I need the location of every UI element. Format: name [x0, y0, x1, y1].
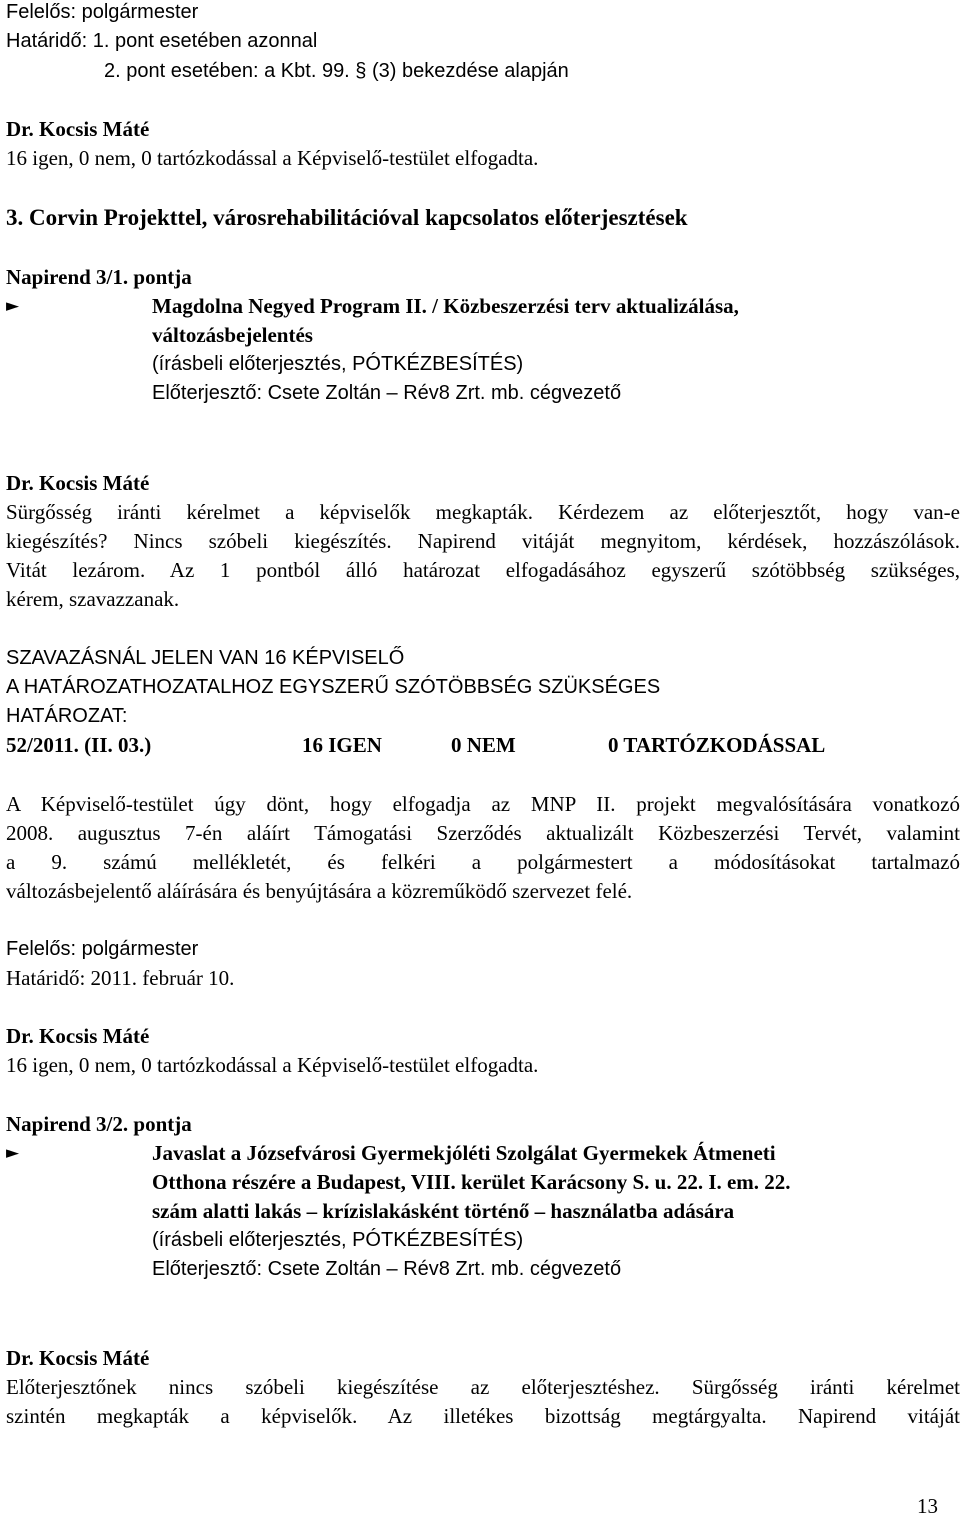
page-number: 13: [917, 1494, 938, 1518]
majority-required: A HATÁROZATHOZATALHOZ EGYSZERŰ SZÓTÖBBSÉG SZÜKSÉGES: [6, 676, 661, 698]
speech-text: kérem, szavazzanak.: [6, 587, 180, 611]
arrow-icon: ►: [6, 1143, 20, 1163]
decision-text: változásbejelentő aláírására és benyújtására a közreműködő szervezet felé.: [6, 879, 633, 903]
agenda-item-title: változásbejelentés: [152, 323, 313, 347]
submission-type: (írásbeli előterjesztés, PÓTKÉZBESÍTÉS): [152, 1229, 524, 1251]
vote-result: 16 igen, 0 nem, 0 tartózkodással a Képviselő-testület elfogadta.: [6, 146, 539, 170]
agenda-item-title: Otthona részére a Budapest, VIII. kerület Karácsony S. u. 22. I. em. 22.: [152, 1170, 791, 1194]
speech-text: kiegészítés? Nincs szóbeli kiegészítés. Napirend vitáját megnyitom, kérdések, hozzászólások.: [6, 529, 960, 553]
agenda-item-title: szám alatti lakás – krízislakásként történő – használatba adására: [152, 1199, 735, 1223]
vote-abstain: 0 TARTÓZKODÁSSAL: [608, 733, 826, 757]
deadline-line: Határidő: 1. pont esetében azonnal: [6, 30, 318, 52]
agenda-item-label: Napirend 3/1. pontja: [6, 265, 192, 289]
vote-result: 16 igen, 0 nem, 0 tartózkodással a Képviselő-testület elfogadta.: [6, 1053, 539, 1077]
decision-text: a 9. számú mellékletét, és felkéri a polgármestert a módosításokat tartalmazó: [6, 850, 960, 874]
decision-text: 2008. augusztus 7-én aláírt Támogatási Szerződés aktualizált Közbeszerzési Tervét, valamint: [6, 821, 960, 845]
speech-text: szintén megkapták a képviselők. Az illetékes bizottság megtárgyalta. Napirend vitáját: [6, 1404, 960, 1428]
speaker-name: Dr. Kocsis Máté: [6, 117, 150, 141]
presenter: Előterjesztő: Csete Zoltán – Rév8 Zrt. mb. cégvezető: [152, 1258, 622, 1280]
arrow-icon: ►: [6, 296, 20, 316]
presenter: Előterjesztő: Csete Zoltán – Rév8 Zrt. mb. cégvezető: [152, 382, 622, 404]
section-heading: 3. Corvin Projekttel, városrehabilitációval kapcsolatos előterjesztések: [6, 205, 688, 230]
present-count: SZAVAZÁSNÁL JELEN VAN 16 KÉPVISELŐ: [6, 647, 405, 669]
decision-text: A Képviselő-testület úgy dönt, hogy elfogadja az MNP II. projekt megvalósítására vonatkozó: [6, 792, 960, 816]
deadline-line: Határidő: 2011. február 10.: [6, 966, 235, 990]
agenda-item-title: Javaslat a Józsefvárosi Gyermekjóléti Szolgálat Gyermekek Átmeneti: [152, 1141, 776, 1165]
submission-type: (írásbeli előterjesztés, PÓTKÉZBESÍTÉS): [152, 353, 524, 375]
vote-yes: 16 IGEN: [302, 733, 382, 757]
speaker-name: Dr. Kocsis Máté: [6, 1346, 150, 1370]
responsible-line: Felelős: polgármester: [6, 938, 199, 960]
agenda-item-label: Napirend 3/2. pontja: [6, 1112, 192, 1136]
deadline-line-2: 2. pont esetében: a Kbt. 99. § (3) bekezdése alapján: [104, 60, 569, 82]
resolution-number: 52/2011. (II. 03.): [6, 733, 152, 757]
speaker-name: Dr. Kocsis Máté: [6, 1024, 150, 1048]
vote-no: 0 NEM: [451, 733, 516, 757]
responsible-line: Felelős: polgármester: [6, 1, 199, 23]
resolution-label: HATÁROZAT:: [6, 705, 128, 727]
speech-text: Vitát lezárom. Az 1 pontból álló határozat elfogadásához egyszerű szótöbbség szükséges,: [6, 558, 960, 582]
speaker-name: Dr. Kocsis Máté: [6, 471, 150, 495]
speech-text: Sürgősség iránti kérelmet a képviselők megkapták. Kérdezem az előterjesztőt, hogy van-e: [6, 500, 960, 524]
speech-text: Előterjesztőnek nincs szóbeli kiegészítése az előterjesztéshez. Sürgősség iránti kérelmet: [6, 1375, 960, 1399]
agenda-item-title: Magdolna Negyed Program II. / Közbeszerzési terv aktualizálása,: [152, 294, 739, 318]
